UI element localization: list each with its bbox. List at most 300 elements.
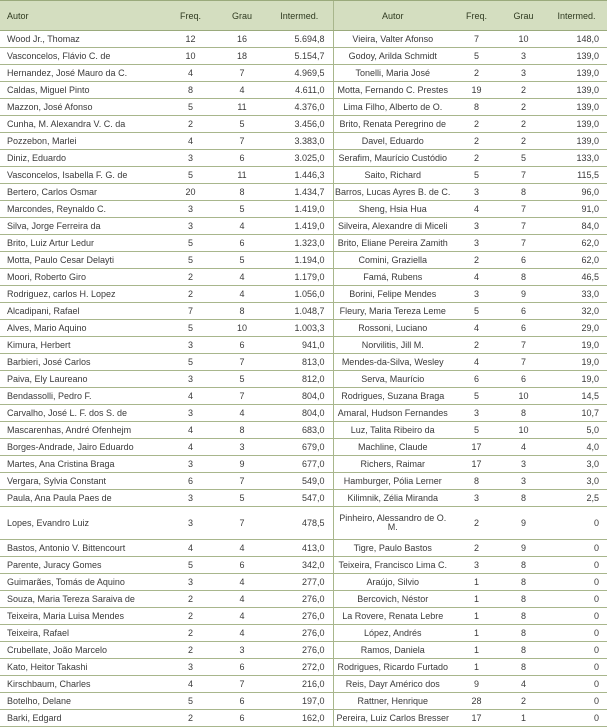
cell-freq-right: 2	[452, 540, 501, 557]
cell-autor-right: Fleury, Maria Tereza Leme	[333, 303, 452, 320]
cell-autor-left: Barbieri, José Carlos	[0, 354, 163, 371]
cell-freq-left: 2	[163, 116, 218, 133]
cell-grau-right: 7	[501, 337, 546, 354]
table-row	[0, 218, 607, 235]
cell-intermed-left: 276,0	[266, 642, 333, 659]
cell-grau-left: 4	[218, 269, 266, 286]
cell-grau-right: 8	[501, 642, 546, 659]
cell-autor-left: Marcondes, Reynaldo C.	[0, 201, 163, 218]
cell-grau-left: 7	[218, 133, 266, 150]
table-row	[0, 320, 607, 337]
cell-freq-left: 3	[163, 574, 218, 591]
cell-autor-left: Kimura, Herbert	[0, 337, 163, 354]
cell-intermed-right: 2,5	[546, 490, 607, 507]
cell-grau-right: 10	[501, 31, 546, 48]
cell-autor-right: Davel, Eduardo	[333, 133, 452, 150]
cell-intermed-right: 19,0	[546, 354, 607, 371]
cell-freq-left: 8	[163, 82, 218, 99]
cell-freq-left: 3	[163, 659, 218, 676]
cell-freq-right: 5	[452, 167, 501, 184]
cell-grau-right: 6	[501, 371, 546, 388]
cell-grau-right: 4	[501, 676, 546, 693]
cell-autor-right: Serva, Maurício	[333, 371, 452, 388]
cell-intermed-right: 14,5	[546, 388, 607, 405]
cell-grau-left: 5	[218, 201, 266, 218]
cell-grau-right: 3	[501, 456, 546, 473]
cell-intermed-left: 1.179,0	[266, 269, 333, 286]
cell-autor-right: Machline, Claude	[333, 439, 452, 456]
cell-grau-right: 7	[501, 354, 546, 371]
cell-freq-right: 8	[452, 473, 501, 490]
cell-autor-right: Pinheiro, Alessandro de O. M.	[333, 507, 452, 540]
cell-grau-left: 3	[218, 642, 266, 659]
cell-grau-right: 8	[501, 659, 546, 676]
cell-intermed-right: 0	[546, 557, 607, 574]
cell-freq-right: 9	[452, 676, 501, 693]
cell-grau-left: 6	[218, 235, 266, 252]
cell-grau-right: 8	[501, 625, 546, 642]
cell-autor-left: Vergara, Sylvia Constant	[0, 473, 163, 490]
cell-grau-left: 4	[218, 591, 266, 608]
cell-autor-right: Teixeira, Francisco Lima C.	[333, 557, 452, 574]
cell-autor-right: Bercovich, Néstor	[333, 591, 452, 608]
cell-intermed-left: 277,0	[266, 574, 333, 591]
cell-autor-right: Brito, Renata Peregrino de	[333, 116, 452, 133]
cell-freq-left: 12	[163, 31, 218, 48]
cell-autor-right: Norvilitis, Jill M.	[333, 337, 452, 354]
cell-autor-right: Comini, Graziella	[333, 252, 452, 269]
table-row	[0, 540, 607, 557]
cell-intermed-left: 276,0	[266, 591, 333, 608]
cell-freq-right: 4	[452, 354, 501, 371]
cell-grau-right: 9	[501, 507, 546, 540]
cell-intermed-left: 3.025,0	[266, 150, 333, 167]
cell-freq-left: 3	[163, 405, 218, 422]
cell-intermed-right: 46,5	[546, 269, 607, 286]
cell-intermed-left: 276,0	[266, 608, 333, 625]
cell-autor-left: Teixeira, Maria Luisa Mendes	[0, 608, 163, 625]
cell-autor-right: Borini, Felipe Mendes	[333, 286, 452, 303]
cell-autor-left: Bertero, Carlos Osmar	[0, 184, 163, 201]
header-autor-right: Autor	[333, 1, 452, 31]
cell-grau-left: 11	[218, 99, 266, 116]
cell-autor-left: Kirschbaum, Charles	[0, 676, 163, 693]
cell-grau-left: 6	[218, 659, 266, 676]
table-row	[0, 625, 607, 642]
cell-intermed-left: 197,0	[266, 693, 333, 710]
cell-freq-left: 3	[163, 150, 218, 167]
table-row	[0, 676, 607, 693]
cell-grau-left: 5	[218, 252, 266, 269]
cell-freq-left: 5	[163, 252, 218, 269]
cell-freq-right: 2	[452, 252, 501, 269]
cell-autor-left: Guimarães, Tomás de Aquino	[0, 574, 163, 591]
table-row	[0, 150, 607, 167]
cell-grau-right: 10	[501, 422, 546, 439]
cell-freq-right: 2	[452, 150, 501, 167]
cell-freq-right: 8	[452, 99, 501, 116]
cell-intermed-left: 413,0	[266, 540, 333, 557]
cell-autor-left: Paiva, Ely Laureano	[0, 371, 163, 388]
cell-grau-left: 4	[218, 540, 266, 557]
table-row	[0, 710, 607, 727]
cell-grau-right: 3	[501, 48, 546, 65]
cell-grau-left: 7	[218, 473, 266, 490]
cell-intermed-left: 5.154,7	[266, 48, 333, 65]
cell-grau-right: 7	[501, 235, 546, 252]
cell-grau-left: 4	[218, 82, 266, 99]
cell-grau-right: 8	[501, 574, 546, 591]
cell-intermed-left: 813,0	[266, 354, 333, 371]
cell-grau-right: 7	[501, 201, 546, 218]
cell-intermed-right: 10,7	[546, 405, 607, 422]
cell-grau-right: 3	[501, 473, 546, 490]
cell-freq-left: 6	[163, 473, 218, 490]
cell-freq-right: 4	[452, 269, 501, 286]
cell-freq-left: 2	[163, 286, 218, 303]
cell-grau-left: 5	[218, 371, 266, 388]
cell-freq-right: 1	[452, 591, 501, 608]
cell-grau-left: 4	[218, 286, 266, 303]
cell-freq-left: 4	[163, 540, 218, 557]
cell-freq-left: 3	[163, 337, 218, 354]
cell-autor-left: Bendassolli, Pedro F.	[0, 388, 163, 405]
cell-autor-right: Araújo, Silvio	[333, 574, 452, 591]
cell-grau-right: 8	[501, 608, 546, 625]
table-row	[0, 405, 607, 422]
cell-freq-left: 4	[163, 388, 218, 405]
cell-grau-left: 10	[218, 320, 266, 337]
cell-intermed-left: 547,0	[266, 490, 333, 507]
cell-autor-left: Motta, Paulo Cesar Delayti	[0, 252, 163, 269]
cell-grau-left: 4	[218, 405, 266, 422]
cell-autor-left: Mazzon, José Afonso	[0, 99, 163, 116]
cell-freq-left: 3	[163, 490, 218, 507]
cell-autor-right: Luz, Talita Ribeiro da	[333, 422, 452, 439]
cell-freq-left: 4	[163, 133, 218, 150]
cell-grau-left: 7	[218, 676, 266, 693]
table-row	[0, 31, 607, 48]
cell-intermed-right: 3,0	[546, 473, 607, 490]
cell-intermed-left: 4.376,0	[266, 99, 333, 116]
cell-freq-right: 17	[452, 710, 501, 727]
cell-grau-left: 7	[218, 354, 266, 371]
cell-freq-right: 2	[452, 507, 501, 540]
cell-intermed-right: 133,0	[546, 150, 607, 167]
cell-freq-right: 3	[452, 286, 501, 303]
table-row	[0, 167, 607, 184]
cell-intermed-right: 91,0	[546, 201, 607, 218]
cell-grau-left: 3	[218, 439, 266, 456]
cell-freq-left: 2	[163, 710, 218, 727]
cell-autor-left: Silva, Jorge Ferreira da	[0, 218, 163, 235]
table-row	[0, 252, 607, 269]
cell-grau-left: 6	[218, 710, 266, 727]
cell-freq-right: 4	[452, 320, 501, 337]
cell-grau-left: 4	[218, 625, 266, 642]
cell-intermed-left: 272,0	[266, 659, 333, 676]
cell-autor-left: Carvalho, José L. F. dos S. de	[0, 405, 163, 422]
cell-freq-left: 2	[163, 642, 218, 659]
cell-grau-left: 7	[218, 65, 266, 82]
cell-freq-right: 1	[452, 659, 501, 676]
table-row	[0, 354, 607, 371]
table-row	[0, 642, 607, 659]
cell-intermed-left: 1.194,0	[266, 252, 333, 269]
cell-freq-left: 3	[163, 456, 218, 473]
cell-grau-right: 7	[501, 218, 546, 235]
cell-autor-left: Parente, Juracy Gomes	[0, 557, 163, 574]
cell-grau-right: 3	[501, 65, 546, 82]
cell-grau-right: 8	[501, 591, 546, 608]
cell-autor-right: Reis, Dayr Américo dos	[333, 676, 452, 693]
cell-freq-left: 3	[163, 371, 218, 388]
table-row	[0, 507, 607, 540]
cell-grau-left: 6	[218, 337, 266, 354]
cell-intermed-left: 1.446,3	[266, 167, 333, 184]
cell-autor-right: Ramos, Daniela	[333, 642, 452, 659]
table-row	[0, 574, 607, 591]
cell-autor-left: Martes, Ana Cristina Braga	[0, 456, 163, 473]
cell-intermed-left: 3.456,0	[266, 116, 333, 133]
cell-intermed-right: 139,0	[546, 82, 607, 99]
table-row	[0, 557, 607, 574]
cell-freq-right: 5	[452, 303, 501, 320]
cell-intermed-right: 139,0	[546, 133, 607, 150]
cell-freq-right: 5	[452, 422, 501, 439]
cell-intermed-left: 1.003,3	[266, 320, 333, 337]
cell-freq-right: 1	[452, 642, 501, 659]
cell-intermed-right: 32,0	[546, 303, 607, 320]
cell-autor-left: Cunha, M. Alexandra V. C. da	[0, 116, 163, 133]
cell-grau-left: 6	[218, 557, 266, 574]
cell-intermed-left: 342,0	[266, 557, 333, 574]
cell-freq-right: 28	[452, 693, 501, 710]
cell-intermed-left: 1.048,7	[266, 303, 333, 320]
cell-intermed-left: 549,0	[266, 473, 333, 490]
cell-freq-right: 2	[452, 133, 501, 150]
cell-intermed-right: 139,0	[546, 65, 607, 82]
cell-grau-right: 2	[501, 116, 546, 133]
cell-autor-left: Lopes, Evandro Luiz	[0, 507, 163, 540]
cell-freq-left: 4	[163, 422, 218, 439]
cell-freq-right: 3	[452, 405, 501, 422]
cell-autor-right: Famá, Rubens	[333, 269, 452, 286]
cell-grau-right: 8	[501, 405, 546, 422]
cell-freq-left: 5	[163, 693, 218, 710]
cell-autor-left: Pozzebon, Marlei	[0, 133, 163, 150]
cell-grau-right: 2	[501, 133, 546, 150]
cell-freq-left: 2	[163, 608, 218, 625]
table-row	[0, 48, 607, 65]
cell-autor-right: Barros, Lucas Ayres B. de C.	[333, 184, 452, 201]
cell-freq-right: 17	[452, 439, 501, 456]
table-row	[0, 235, 607, 252]
cell-autor-right: Tigre, Paulo Bastos	[333, 540, 452, 557]
cell-freq-right: 3	[452, 235, 501, 252]
cell-autor-right: Godoy, Arilda Schmidt	[333, 48, 452, 65]
cell-autor-right: Brito, Eliane Pereira Zamith	[333, 235, 452, 252]
cell-grau-left: 16	[218, 31, 266, 48]
cell-autor-left: Alcadipani, Rafael	[0, 303, 163, 320]
cell-autor-left: Caldas, Miguel Pinto	[0, 82, 163, 99]
cell-freq-right: 2	[452, 65, 501, 82]
cell-freq-right: 3	[452, 218, 501, 235]
cell-grau-right: 4	[501, 439, 546, 456]
cell-intermed-left: 941,0	[266, 337, 333, 354]
table-row	[0, 388, 607, 405]
cell-intermed-right: 0	[546, 574, 607, 591]
cell-freq-left: 5	[163, 99, 218, 116]
cell-intermed-left: 1.056,0	[266, 286, 333, 303]
cell-autor-left: Teixeira, Rafael	[0, 625, 163, 642]
cell-intermed-right: 4,0	[546, 439, 607, 456]
cell-intermed-left: 812,0	[266, 371, 333, 388]
cell-grau-right: 8	[501, 490, 546, 507]
cell-grau-left: 7	[218, 388, 266, 405]
cell-intermed-left: 683,0	[266, 422, 333, 439]
cell-intermed-right: 0	[546, 608, 607, 625]
cell-grau-right: 6	[501, 303, 546, 320]
table-row	[0, 422, 607, 439]
cell-intermed-left: 679,0	[266, 439, 333, 456]
table-row	[0, 371, 607, 388]
cell-intermed-right: 84,0	[546, 218, 607, 235]
cell-autor-right: Vieira, Valter Afonso	[333, 31, 452, 48]
cell-intermed-right: 29,0	[546, 320, 607, 337]
cell-grau-right: 7	[501, 167, 546, 184]
cell-freq-left: 7	[163, 303, 218, 320]
header-freq-left: Freq.	[163, 1, 218, 31]
cell-intermed-right: 33,0	[546, 286, 607, 303]
cell-autor-right: Saito, Richard	[333, 167, 452, 184]
cell-autor-left: Paula, Ana Paula Paes de	[0, 490, 163, 507]
table-row	[0, 659, 607, 676]
cell-grau-right: 9	[501, 286, 546, 303]
cell-grau-right: 8	[501, 269, 546, 286]
cell-intermed-left: 4.969,5	[266, 65, 333, 82]
cell-intermed-right: 0	[546, 693, 607, 710]
cell-intermed-left: 1.419,0	[266, 218, 333, 235]
cell-freq-right: 6	[452, 371, 501, 388]
cell-intermed-right: 96,0	[546, 184, 607, 201]
cell-freq-right: 1	[452, 625, 501, 642]
cell-freq-right: 17	[452, 456, 501, 473]
cell-freq-left: 5	[163, 354, 218, 371]
cell-autor-left: Borges-Andrade, Jairo Eduardo	[0, 439, 163, 456]
cell-autor-right: Tonelli, Maria José	[333, 65, 452, 82]
cell-grau-left: 9	[218, 456, 266, 473]
cell-autor-left: Diniz, Eduardo	[0, 150, 163, 167]
cell-freq-left: 3	[163, 201, 218, 218]
cell-intermed-left: 276,0	[266, 625, 333, 642]
cell-autor-left: Vasconcelos, Isabella F. G. de	[0, 167, 163, 184]
cell-grau-left: 8	[218, 303, 266, 320]
table-row	[0, 591, 607, 608]
cell-freq-right: 2	[452, 337, 501, 354]
cell-intermed-right: 139,0	[546, 48, 607, 65]
table-row	[0, 82, 607, 99]
cell-grau-right: 2	[501, 693, 546, 710]
table-row	[0, 65, 607, 82]
cell-autor-left: Souza, Maria Tereza Saraiva de	[0, 591, 163, 608]
cell-intermed-left: 1.434,7	[266, 184, 333, 201]
cell-autor-right: Richers, Raimar	[333, 456, 452, 473]
cell-grau-left: 4	[218, 574, 266, 591]
cell-grau-right: 5	[501, 150, 546, 167]
cell-grau-right: 8	[501, 557, 546, 574]
cell-freq-right: 5	[452, 48, 501, 65]
table-row	[0, 608, 607, 625]
cell-grau-right: 6	[501, 320, 546, 337]
table-row	[0, 439, 607, 456]
cell-intermed-left: 677,0	[266, 456, 333, 473]
cell-autor-right: Sheng, Hsia Hua	[333, 201, 452, 218]
cell-intermed-left: 1.419,0	[266, 201, 333, 218]
cell-freq-right: 7	[452, 31, 501, 48]
table-row	[0, 133, 607, 150]
cell-intermed-right: 0	[546, 710, 607, 727]
cell-freq-right: 5	[452, 388, 501, 405]
header-grau-right: Grau	[501, 1, 546, 31]
cell-intermed-right: 0	[546, 507, 607, 540]
cell-grau-right: 2	[501, 82, 546, 99]
cell-grau-left: 7	[218, 507, 266, 540]
cell-grau-right: 1	[501, 710, 546, 727]
cell-intermed-right: 0	[546, 625, 607, 642]
header-intermed-right: Intermed.	[546, 1, 607, 31]
cell-autor-right: Lima Filho, Alberto de O.	[333, 99, 452, 116]
cell-grau-left: 11	[218, 167, 266, 184]
cell-intermed-right: 0	[546, 540, 607, 557]
cell-freq-right: 1	[452, 608, 501, 625]
header-intermed-left: Intermed.	[266, 1, 333, 31]
table-row	[0, 490, 607, 507]
cell-grau-right: 9	[501, 540, 546, 557]
cell-grau-left: 5	[218, 116, 266, 133]
header-autor-left: Autor	[0, 1, 163, 31]
cell-intermed-right: 139,0	[546, 99, 607, 116]
cell-freq-left: 4	[163, 65, 218, 82]
cell-intermed-left: 162,0	[266, 710, 333, 727]
cell-grau-left: 6	[218, 693, 266, 710]
cell-freq-left: 4	[163, 439, 218, 456]
cell-intermed-right: 0	[546, 676, 607, 693]
cell-freq-left: 5	[163, 235, 218, 252]
cell-intermed-right: 0	[546, 591, 607, 608]
cell-freq-left: 2	[163, 591, 218, 608]
cell-freq-left: 4	[163, 676, 218, 693]
table-row	[0, 456, 607, 473]
cell-intermed-right: 19,0	[546, 371, 607, 388]
cell-autor-right: Rossoni, Luciano	[333, 320, 452, 337]
table-row	[0, 116, 607, 133]
cell-grau-right: 10	[501, 388, 546, 405]
cell-autor-right: Pereira, Luiz Carlos Bresser	[333, 710, 452, 727]
cell-freq-left: 2	[163, 269, 218, 286]
cell-intermed-right: 0	[546, 642, 607, 659]
cell-freq-right: 3	[452, 557, 501, 574]
cell-intermed-left: 478,5	[266, 507, 333, 540]
table-row	[0, 473, 607, 490]
table-body	[0, 31, 607, 727]
cell-autor-right: Motta, Fernando C. Prestes	[333, 82, 452, 99]
cell-grau-left: 8	[218, 422, 266, 439]
cell-autor-right: Rattner, Henrique	[333, 693, 452, 710]
cell-autor-right: Amaral, Hudson Fernandes	[333, 405, 452, 422]
cell-autor-right: López, Andrés	[333, 625, 452, 642]
cell-freq-left: 3	[163, 507, 218, 540]
